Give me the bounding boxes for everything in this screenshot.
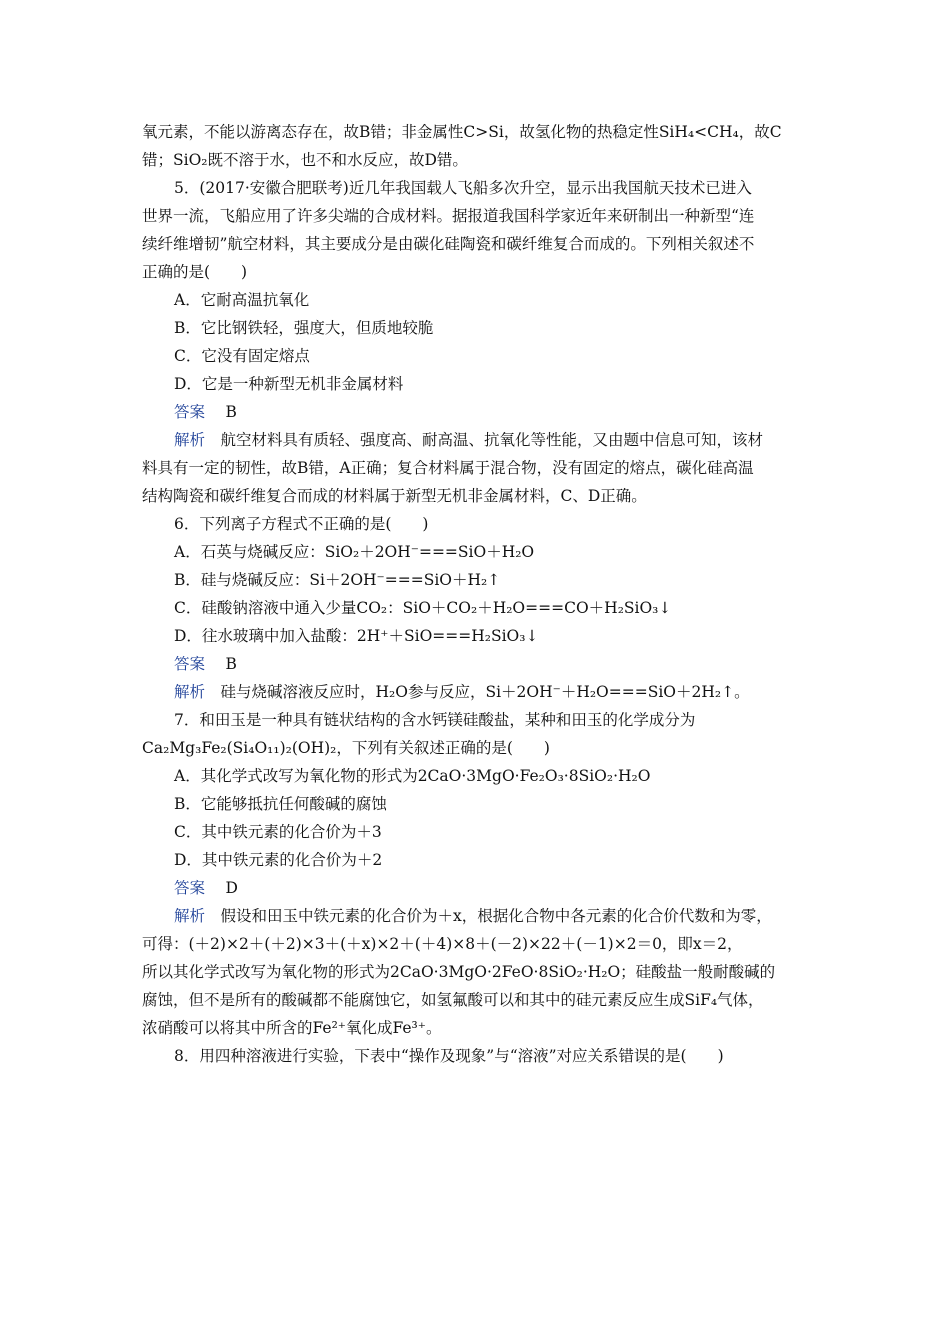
question-5-stem: 5．(2017·安徽合肥联考)近几年我国载人飞船多次升空，显示出我国航天技术已进入 — [174, 179, 752, 197]
explanation-line: 料具有一定的韧性，故B错，A正确；复合材料属于混合物，没有固定的熔点，碳化硅高温 — [142, 459, 754, 477]
option-b: B．硅与烧碱反应：Si＋2OH⁻===SiO＋H₂↑ — [174, 571, 501, 589]
text-line: 错；SiO₂既不溶于水，也不和水反应，故D错。 — [142, 151, 468, 169]
explanation-label: 解析 — [174, 431, 206, 449]
answer-label: 答案 — [174, 403, 206, 421]
question-5-stem: 正确的是( ) — [142, 263, 248, 281]
explanation-text: 航空材料具有质轻、强度高、耐高温、抗氧化等性能，又由题中信息可知，该材 — [220, 431, 764, 449]
option-a: A．它耐高温抗氧化 — [174, 291, 310, 309]
answer-value: B — [225, 655, 237, 673]
explanation-line: 浓硝酸可以将其中所含的Fe²⁺氧化成Fe³⁺。 — [142, 1019, 442, 1037]
text-line: 氧元素，不能以游离态存在，故B错；非金属性C>Si，故氢化物的热稳定性SiH₄<CH₄，故C — [142, 123, 782, 141]
explanation-line — [174, 682, 750, 702]
question-7-stem: 7．和田玉是一种具有链状结构的含水钙镁硅酸盐，某种和田玉的化学成分为 — [174, 711, 696, 729]
explanation-line — [174, 430, 763, 450]
question-5-stem: 续纤维增韧”航空材料，其主要成分是由碳化硅陶瓷和碳纤维复合而成的。下列相关叙述不 — [142, 235, 755, 253]
explanation-line — [174, 906, 772, 926]
option-c: C．其中铁元素的化合价为＋3 — [174, 823, 382, 841]
option-d: D．往水玻璃中加入盐酸：2H⁺＋SiO===H₂SiO₃↓ — [174, 627, 539, 645]
option-a: A．石英与烧碱反应：SiO₂＋2OH⁻===SiO＋H₂O — [174, 543, 535, 561]
option-d: D．其中铁元素的化合价为＋2 — [174, 851, 383, 869]
explanation-label: 解析 — [174, 907, 206, 925]
explanation-line: 结构陶瓷和碳纤维复合而成的材料属于新型无机非金属材料，C、D正确。 — [142, 487, 647, 505]
answer-value: B — [225, 403, 237, 421]
option-d: D．它是一种新型无机非金属材料 — [174, 375, 404, 393]
option-b: B．它比钢铁轻，强度大，但质地较脆 — [174, 319, 434, 337]
option-b: B．它能够抵抗任何酸碱的腐蚀 — [174, 795, 387, 813]
option-c: C．它没有固定熔点 — [174, 347, 310, 365]
question-5-stem: 世界一流，飞船应用了许多尖端的合成材料。据报道我国科学家近年来研制出一种新型“连 — [142, 207, 755, 225]
answer-label: 答案 — [174, 655, 206, 673]
question-6-stem: 6．下列离子方程式不正确的是( ) — [174, 515, 429, 533]
explanation-label: 解析 — [174, 683, 206, 701]
explanation-line: 腐蚀，但不是所有的酸碱都不能腐蚀它，如氢氟酸可以和其中的硅元素反应生成SiF₄气体， — [142, 991, 764, 1009]
explanation-text: 硅与烧碱溶液反应时，H₂O参与反应，Si＋2OH⁻＋H₂O===SiO＋2H₂↑。 — [220, 683, 750, 701]
answer-line — [174, 402, 237, 422]
answer-label: 答案 — [174, 879, 206, 897]
explanation-line: 可得：(＋2)×2＋(＋2)×3＋(＋x)×2＋(＋4)×8＋(－2)×22＋(－1)×2＝0，即x＝2， — [142, 935, 743, 953]
question-7-stem: Ca₂Mg₃Fe₂(Si₄O₁₁)₂(OH)₂，下列有关叙述正确的是( ) — [142, 739, 550, 757]
option-a: A．其化学式改写为氧化物的形式为2CaO·3MgO·Fe₂O₃·8SiO₂·H₂O — [174, 767, 651, 785]
explanation-line: 所以其化学式改写为氧化物的形式为2CaO·3MgO·2FeO·8SiO₂·H₂O；硅酸盐一般耐酸碱的 — [142, 963, 776, 981]
option-c: C．硅酸钠溶液中通入少量CO₂：SiO＋CO₂＋H₂O===CO＋H₂SiO₃↓ — [174, 599, 672, 617]
answer-value: D — [225, 879, 238, 897]
answer-line — [174, 654, 237, 674]
question-8-stem: 8．用四种溶液进行实验，下表中“操作及现象”与“溶液”对应关系错误的是( ) — [174, 1047, 724, 1065]
answer-line — [174, 878, 238, 898]
explanation-text: 假设和田玉中铁元素的化合价为＋x，根据化合物中各元素的化合价代数和为零， — [220, 907, 772, 925]
